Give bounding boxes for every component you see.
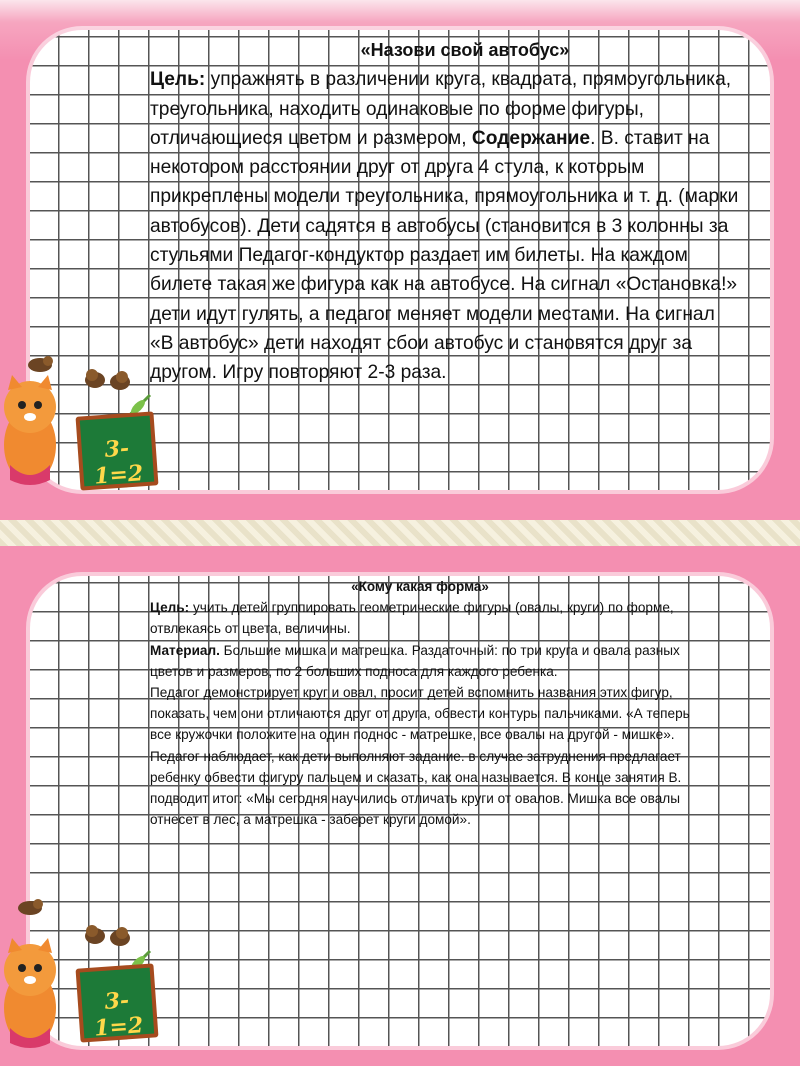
slide-divider	[0, 520, 800, 546]
slide-1-text	[150, 36, 740, 388]
goal-text: упражнять в различении круга, квадрата, прямоугольника, треугольника, находить одинаковые по форме фигуры, отличающиеся цветом и размером,	[150, 69, 732, 149]
slide-2-text	[150, 576, 710, 830]
slide-1	[0, 0, 800, 520]
chalkboard	[76, 411, 159, 490]
slide-2	[0, 546, 800, 1066]
slide-2-title: «Кому какая форма»	[351, 579, 489, 594]
content-text: . В. ставит на некотором расстоянии друг от друга 4 стула, к которым прикреплены модели треугольника, прямоугольника и т. д. (марки автобусов). Дети садятся в автобусы (становится в 3 колонны за стульями Педагог-кондуктор раздает им билеты. На каждом билете такая же фигура как на автобусе. На сигнал «Остановка!» дети идут гулять, а педагог меняет модели местами. На сигнал «В автобус» дети находят сбои автобус и становятся друг за другом. Игру повторяют 2-3 раза.	[150, 127, 739, 384]
goal-text-2: учить детей группировать геометрические фигуры (овалы, круги) по форме, отвлекаясь от цвета, величины.	[150, 600, 674, 637]
material-text: Большие мишка и матрешка. Раздаточный: по три круга и овала разных цветов и размеров, по 2 больших подноса для каждого ребенка.	[150, 642, 680, 679]
chalkboard-text: 3-1=2	[93, 435, 145, 490]
goal-label-2: Цель:	[150, 600, 190, 616]
chalkboard-2	[76, 963, 159, 1042]
slide-1-title: «Назови свой автобус»	[360, 40, 570, 60]
body-text: Педагог демонстрирует круг и овал, просит детей вспомнить названия этих фигур, показать, чем они отличаются друг от друга, обвести контуры пальчиками. «А теперь все кружочки положите на один поднос - матрешке, все овалы на другой - мишке». Педагог наблюдает, как дети выполняют задание. в случае затруднения предлагает ребенку обвести фигуру пальцем и сказать, как она называется. В конце занятия В. подводит итог: «Мы сегодня научились отличать круги от овалов. Мишка все овалы отнесет в лес, а матрешка - заберет круги домой».	[150, 685, 690, 828]
goal-label: Цель:	[150, 69, 206, 91]
chalkboard-text-2: 3-1=2	[93, 987, 145, 1042]
material-label: Материал.	[150, 642, 220, 658]
content-label: Содержание	[471, 127, 591, 149]
